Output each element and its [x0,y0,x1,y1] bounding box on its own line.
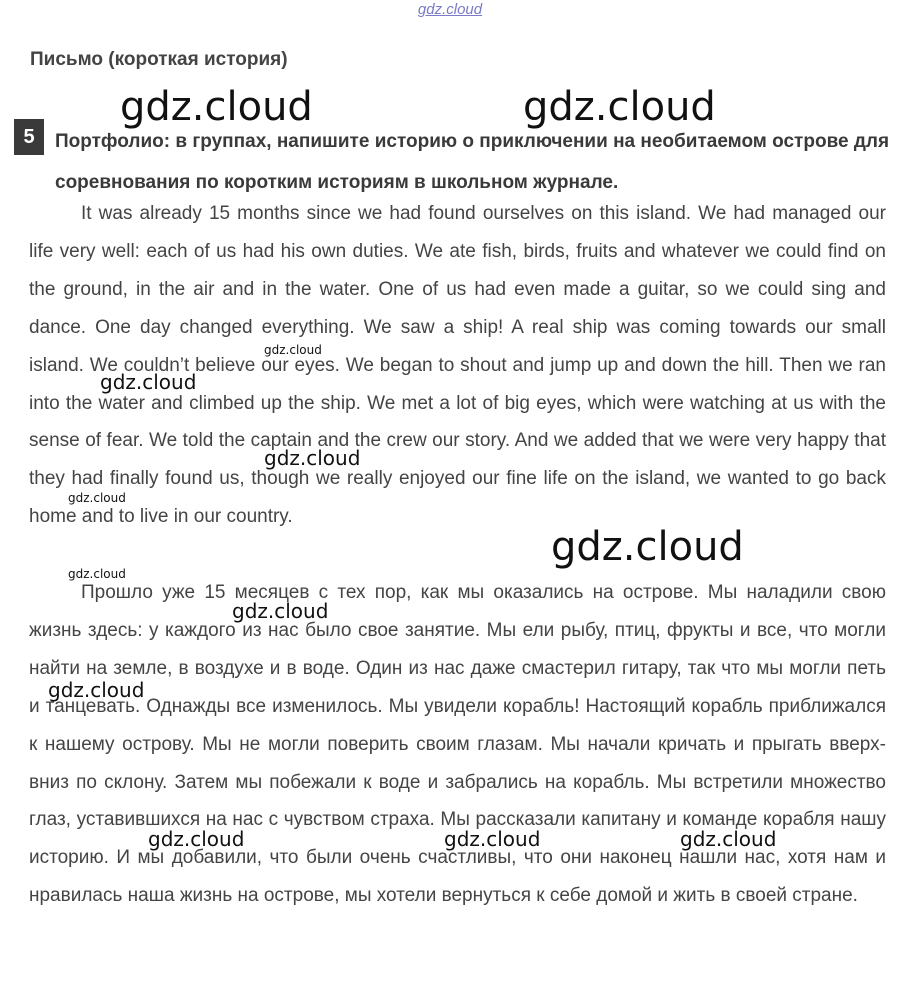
section-heading: Письмо (короткая история) [30,49,288,70]
watermark: gdz.cloud [444,827,541,851]
story-english: It was already 15 months since we had found ourselves on this island. We had managed our life very well: each of us had his own duties. We ate fish, birds, fruits and whatever we could find on the ground, in the air and in the water. One of us had even made a guitar, so we could sing and dance. One day changed everything. We saw a ship! A real ship was coming towards our small island. We couldn’t believe our eyes. We began to shout and jump up and down the hill. Then we ran into the water and climbed up the ship. We met a lot of big eyes, which were watching at us with the sense of fear. We told the captain and the crew our story. And we added that we were very happy that they had finally found us, though we really enjoyed our fine life on the island, we wanted to go back home and to live in our country. [29,203,886,528]
watermark: gdz.cloud [68,491,126,505]
watermark: gdz.cloud [68,567,126,581]
story-russian: Прошло уже 15 месяцев с тех пор, как мы оказались на острове. Мы наладили свою жизнь здесь: у каждого из нас было свое занятие. Мы ели рыбу, птиц, фрукты и все, что могли найти на земле, в воздухе и в воде. Один из нас даже смастерил гитару, так что мы могли петь и танцевать. Однажды все изменилось. Мы увидели корабль! Настоящий корабль приближался к нашему острову. Мы не могли поверить своим глазам. Мы начали кричать и прыгать вверх-вниз по склону. Затем мы побежали к воде и забрались на корабль. Мы встретили множество глаз, уставившихся на нас с чувством страха. Мы рассказали капитану и команде корабля нашу историю. И мы добавили, что были очень счастливы, что они наконец нашли нас, хотя нам и нравилась наша жизнь на острове, мы хотели вернуться к себе домой и жить в своей стране. [29,582,886,907]
task-instruction: Портфолио: в группах, напишите историю о приключении на необитаемом острове для соревнования по коротким историям в школьном журнале. [55,131,890,193]
watermark: gdz.cloud [264,343,322,357]
watermark: gdz.cloud [120,84,313,130]
top-watermark-link[interactable]: gdz.cloud [417,1,483,18]
task-number-badge: 5 [14,119,44,155]
watermark: gdz.cloud [232,599,329,623]
watermark: gdz.cloud [680,827,777,851]
watermark: gdz.cloud [264,446,361,470]
watermark: gdz.cloud [523,84,716,130]
watermark: gdz.cloud [100,370,197,394]
watermark: gdz.cloud [148,827,245,851]
watermark: gdz.cloud [48,678,145,702]
watermark: gdz.cloud [551,524,744,570]
